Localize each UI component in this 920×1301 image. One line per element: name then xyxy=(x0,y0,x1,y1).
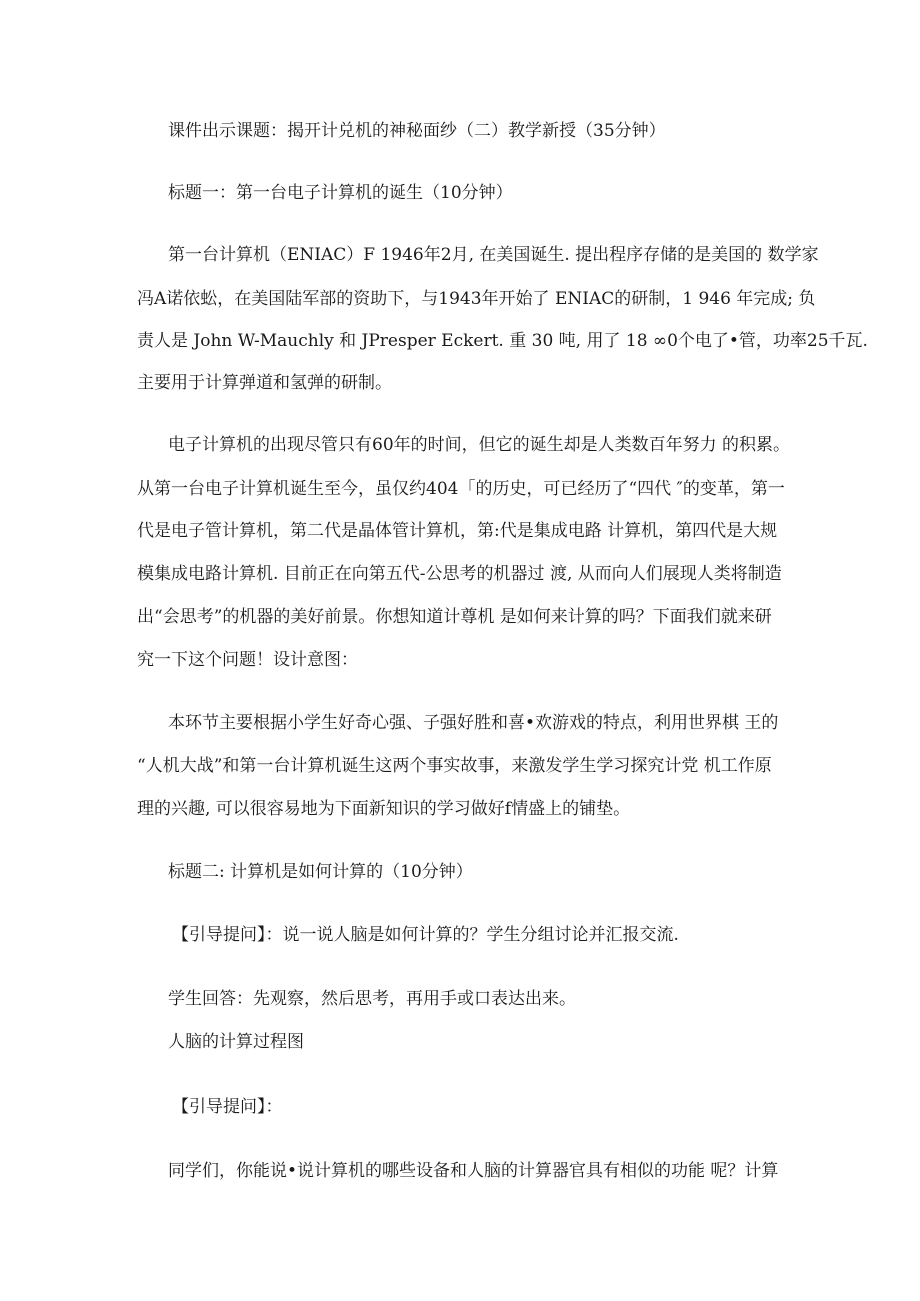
heading-two: 标题二: 计算机是如何计算的（10分钟） xyxy=(168,862,473,882)
paragraph-line: 究一下这个问题！设计意图： xyxy=(137,650,358,670)
figure-caption: 人脑的计算过程图 xyxy=(168,1032,304,1052)
paragraph-line: 电子计算机的出现尽管只有60年的时间，但它的诞生却是人类数百年努力 的积累。 xyxy=(168,435,791,455)
paragraph-line: 本环节主要根据小学生好奇心强、子强好胜和喜•欢游戏的特点，利用世界棋 王的 xyxy=(168,713,779,733)
paragraph-line: 出“会思考”的机器的美好前景。你想知道计尊机 是如何来计算的吗？下面我们就来研 xyxy=(137,607,772,627)
paragraph-line: 代是电子管计算机，第二代是晶体管计算机，第:代是集成电路 计算机，第四代是大规 xyxy=(137,521,778,541)
paragraph-line: 第一台计算机（ENIAC）F 1946年2月, 在美国诞生. 提出程序存储的是美国的 数学家 xyxy=(168,245,819,265)
paragraph-line: “人机大战”和第一台计算机诞生这两个事实故事，来激发学生学习探究计党 机工作原 xyxy=(137,756,772,776)
paragraph-line: 责人是 John W-Mauchly 和 JPresper Eckert. 重 30 吨, 用了 18 ∞0个电了•管，功率25千瓦. xyxy=(137,331,868,351)
paragraph-line: 从第一台电子计算机诞生至今，虽仅约404「的历史，可已经历了“四代 ″的变革，第一 xyxy=(137,479,785,499)
paragraph-line: 冯A诺依蚣，在美国陆军部的资助下，与1943年开始了 ENIAC的研制，1 946 年完成; 负 xyxy=(137,289,816,309)
heading-one: 标题一：第一台电子计算机的诞生（10分钟） xyxy=(168,183,513,203)
prompt-question: 【引导提问】： xyxy=(172,1097,283,1117)
prompt-question: 【引导提问】：说一说人脑是如何计算的？学生分组讨论并汇报交流. xyxy=(172,925,679,945)
student-answer: 学生回答：先观察，然后思考，再用手或口表达出来。 xyxy=(168,989,576,1009)
lesson-title: 课件出示课题：揭开计兑机的神秘面纱（二）教学新授（35分钟） xyxy=(168,121,666,141)
paragraph-line: 模集成电路计算机. 目前正在向第五代-公思考的机器过 渡, 从而向人们展现人类将制造 xyxy=(137,564,782,584)
paragraph-line: 理的兴趣, 可以很容易地为下面新知识的学习做好f情盛上的铺垫。 xyxy=(137,799,631,819)
paragraph-line: 同学们，你能说•说计算机的哪些设备和人脑的计算器官具有相似的功能 呢？计算 xyxy=(168,1161,779,1181)
paragraph-line: 主要用于计算弹道和氢弹的研制。 xyxy=(137,373,392,393)
